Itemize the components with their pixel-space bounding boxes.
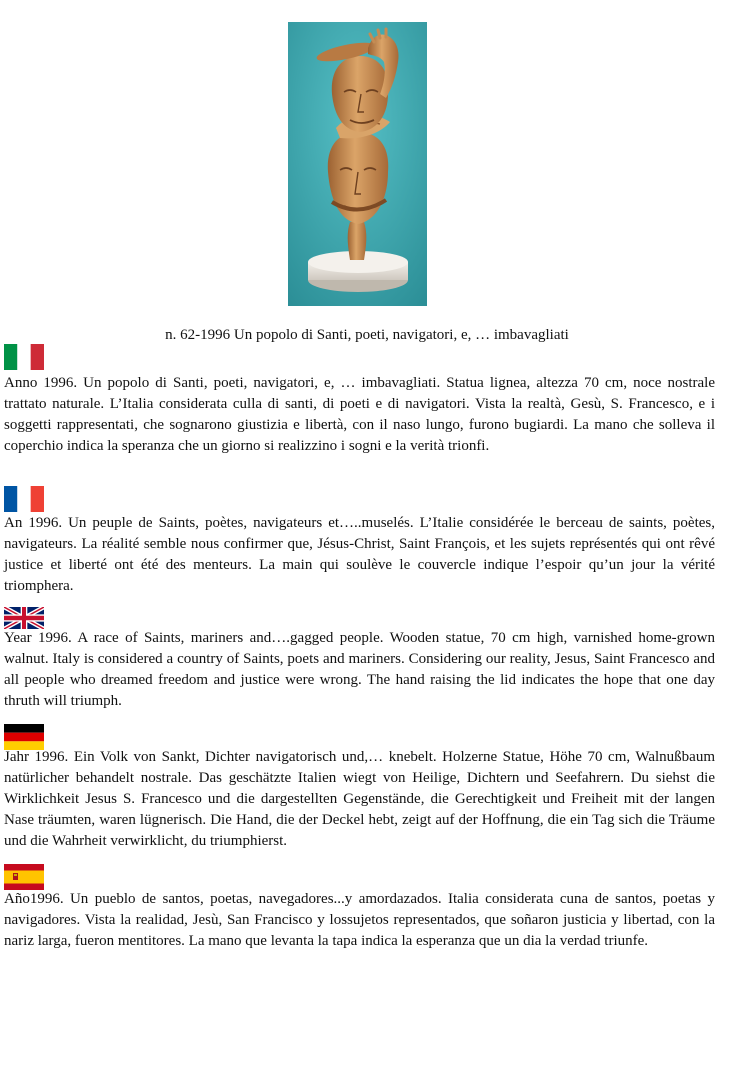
wooden-statue-photo bbox=[288, 22, 427, 306]
italy-flag-icon bbox=[4, 344, 44, 370]
france-flag-icon bbox=[4, 486, 44, 512]
uk-flag-icon bbox=[4, 607, 44, 629]
german-paragraph: Jahr 1996. Ein Volk von Sankt, Dichter navigatorisch und,… knebelt. Holzerne Statue, Höhe 70 cm, Walnußbaum natürlicher behandelt nostrale. Das geschätzte Italien wiegt von Heilige, Dichtern und Seefahrern. Du siehst die Wirklichkeit Jesus S. Francesco und die dargestellten Gegenstände, die Gerechtigkeit und Freiheit mit der langen Nase träumten, waren lügnerisch. Die Hand, die der Deckel hebt, zeigt auf der Hoffnung, die ein Tag sich die Träume und die Wahrheit verwirklicht, du triumphierst. bbox=[4, 749, 715, 849]
french-paragraph: An 1996. Un peuple de Saints, poètes, navigateurs et…..muselés. L’Italie considérée le berceau de saints, poètes, navigateurs. La réalité semble nous confirmer que, Jésus-Christ, Saint François, et les sujets représentés qui ont rêvé justice et liberté ont été des menteurs. La main qui soulève le couvercle indique l’espoir qu’un jour la vérité triomphera. bbox=[4, 515, 715, 594]
photo-caption: n. 62-1996 Un popolo di Santi, poeti, navigatori, e, … imbavagliati bbox=[165, 327, 569, 343]
english-paragraph: Year 1996. A race of Saints, mariners and….gagged people. Wooden statue, 70 cm high, varnished home-grown walnut. Italy is considered a country of Saints, poets and mariners. Considering our reality, Jesus, Saint Francesco and all people who dreamed freedom and justice were wrong. The hand raising the lid indicates the hope that one day thruth will triumph. bbox=[4, 630, 715, 709]
italian-paragraph: Anno 1996. Un popolo di Santi, poeti, navigatori, e, … imbavagliati. Statua lignea, altezza 70 cm, noce nostrale trattato naturale. L’Italia considerata culla di santi, di poeti e di navigatori. Vista la realtà, Gesù, S. Francesco, e i soggetti rappresentati, che sognarono giustizia e libertà, con il naso lungo, furono bugiardi. La mano che solleva il coperchio indica la speranza che un giorno si realizzino i sogni e la verità trionfi. bbox=[4, 375, 715, 454]
spanish-paragraph: Año1996. Un pueblo de santos, poetas, navegadores...y amordazados. Italia considerata cuna de santos, poetas y navigadores. Vista la realidad, Jesù, San Francisco y lossujetos representados, que soñaron justicia y libertad, con la nariz larga, fueron mentitores. La mano que levanta la tapa indica la esperanza que un dia la verdad triunfe. bbox=[4, 891, 715, 949]
spain-flag-icon bbox=[4, 864, 44, 890]
